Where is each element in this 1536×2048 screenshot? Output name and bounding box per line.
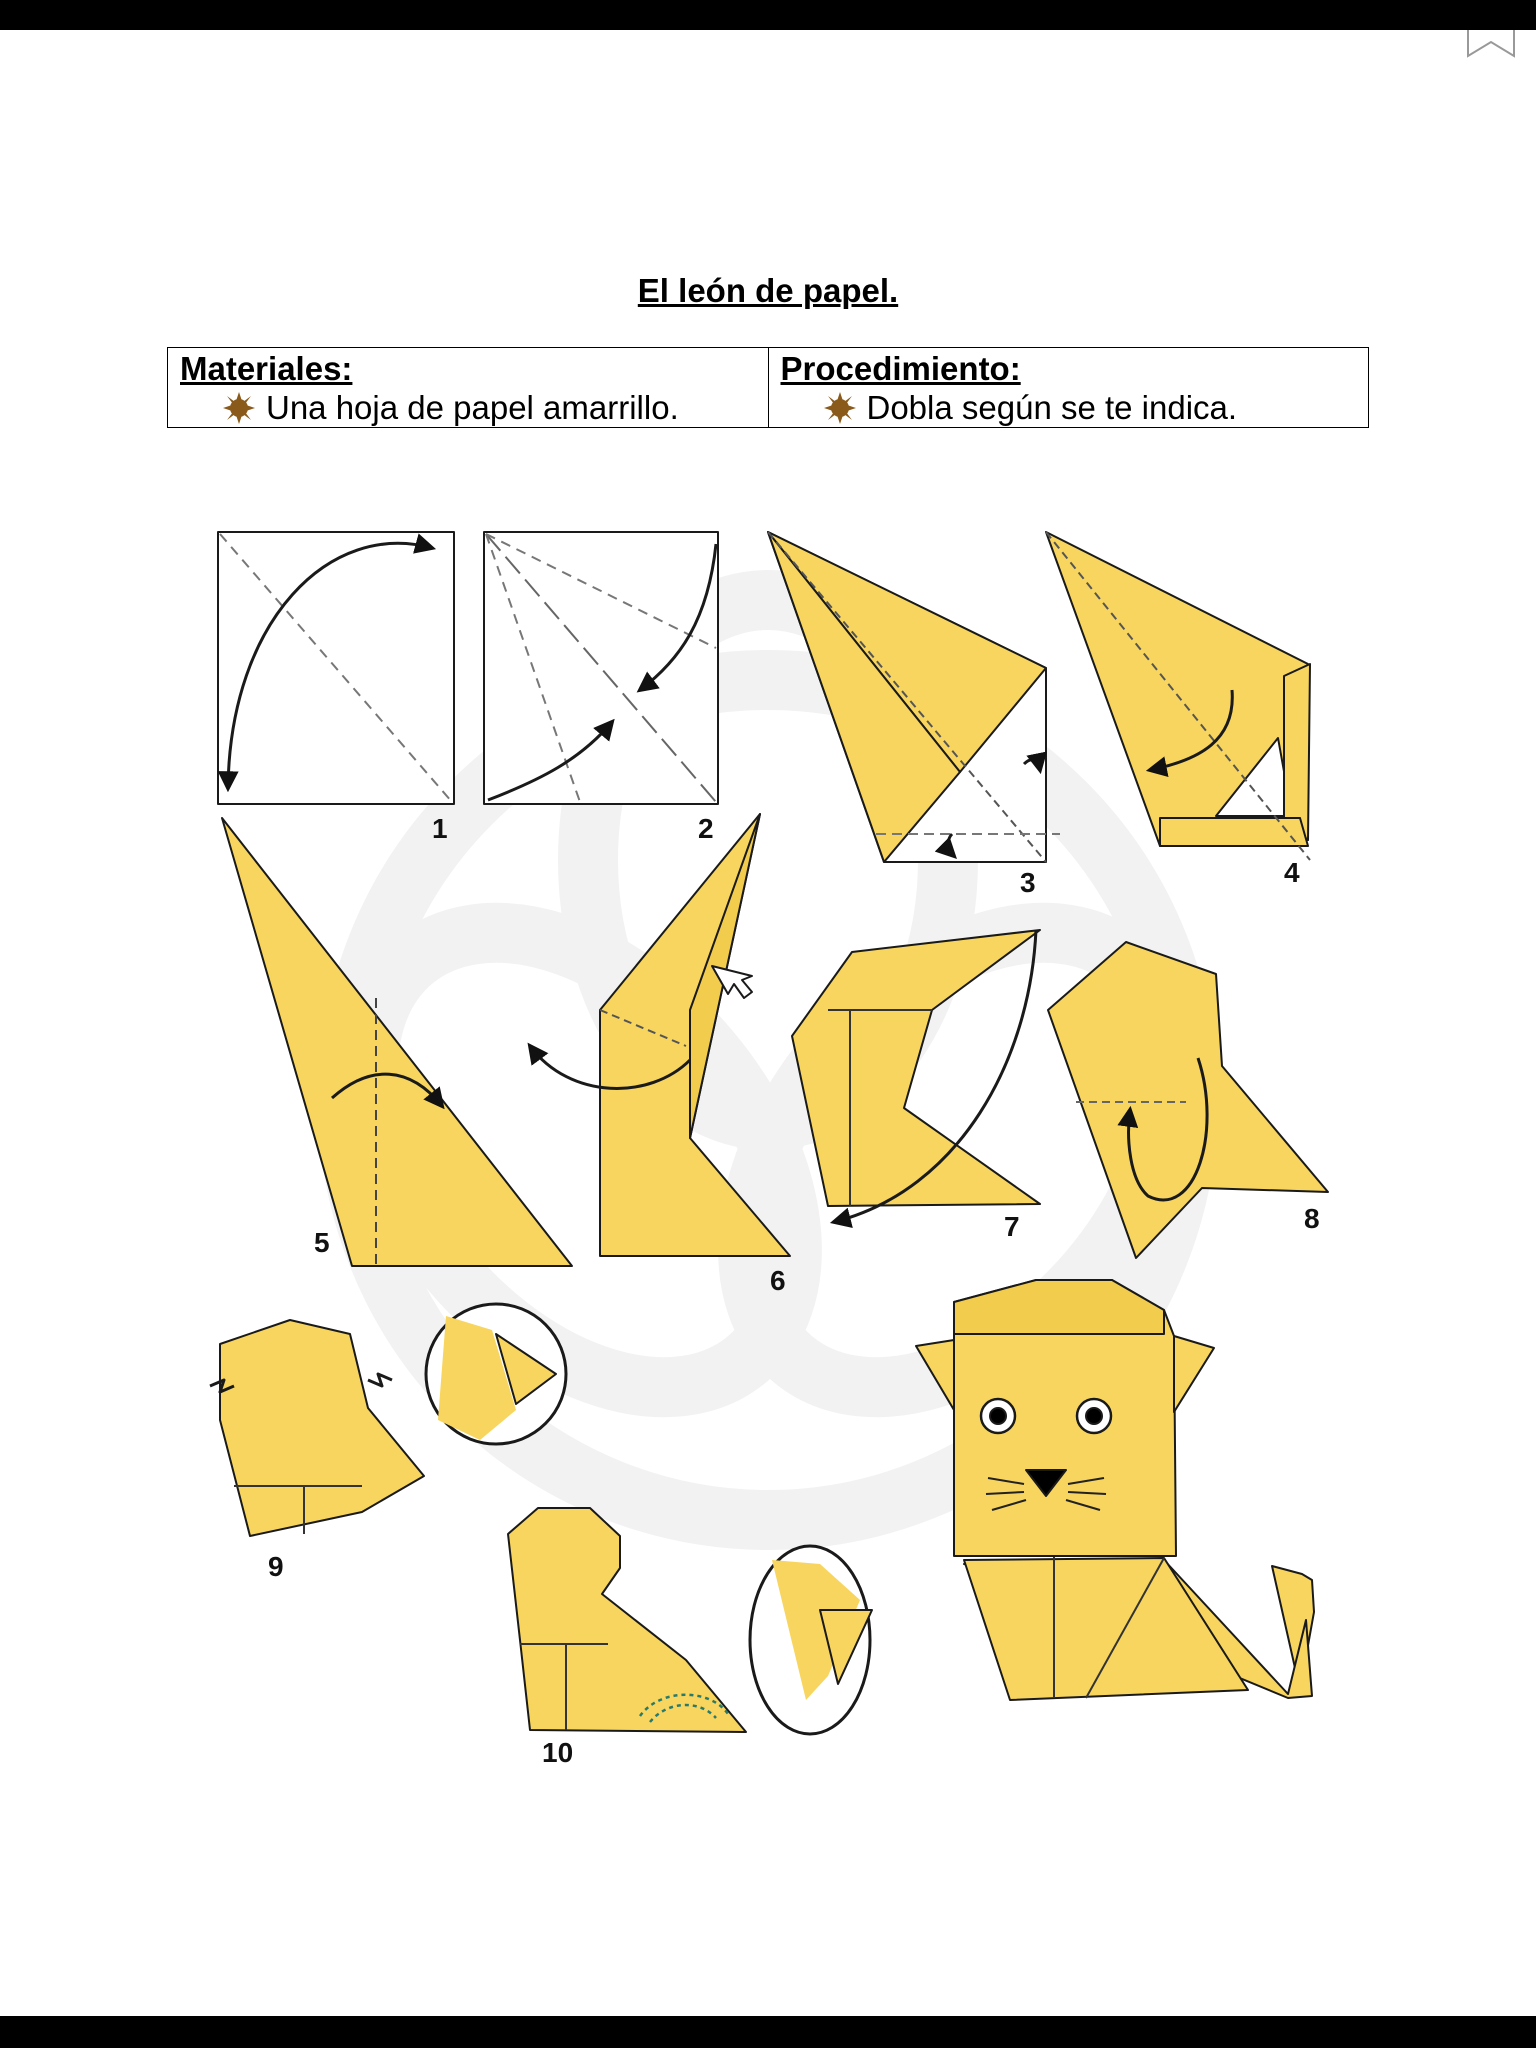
step-number-3: 3 — [1020, 867, 1036, 898]
page-title: El león de papel. — [637, 272, 899, 309]
step-number-4: 4 — [1284, 857, 1300, 888]
step-2-diagram — [484, 532, 718, 804]
step-number-6: 6 — [770, 1265, 786, 1296]
procedure-heading: Procedimiento: — [780, 350, 1021, 387]
step-number-7: 7 — [1004, 1211, 1020, 1242]
step-number-5: 5 — [314, 1227, 330, 1258]
step-1-diagram — [218, 532, 454, 804]
final-lion-diagram — [916, 1280, 1314, 1700]
step-number-2: 2 — [698, 813, 714, 844]
bottom-bar — [0, 2016, 1536, 2048]
materials-item-text: Una hoja de papel amarrillo. — [266, 389, 679, 426]
materials-heading: Materiales: — [180, 350, 353, 387]
step-7-diagram — [792, 930, 1040, 1222]
step-number-10: 10 — [542, 1737, 574, 1768]
step-number-1: 1 — [432, 813, 448, 844]
step-number-9: 9 — [268, 1551, 284, 1582]
procedure-item-text: Dobla según se te indica. — [866, 389, 1238, 426]
step-number-8: 8 — [1304, 1203, 1320, 1234]
